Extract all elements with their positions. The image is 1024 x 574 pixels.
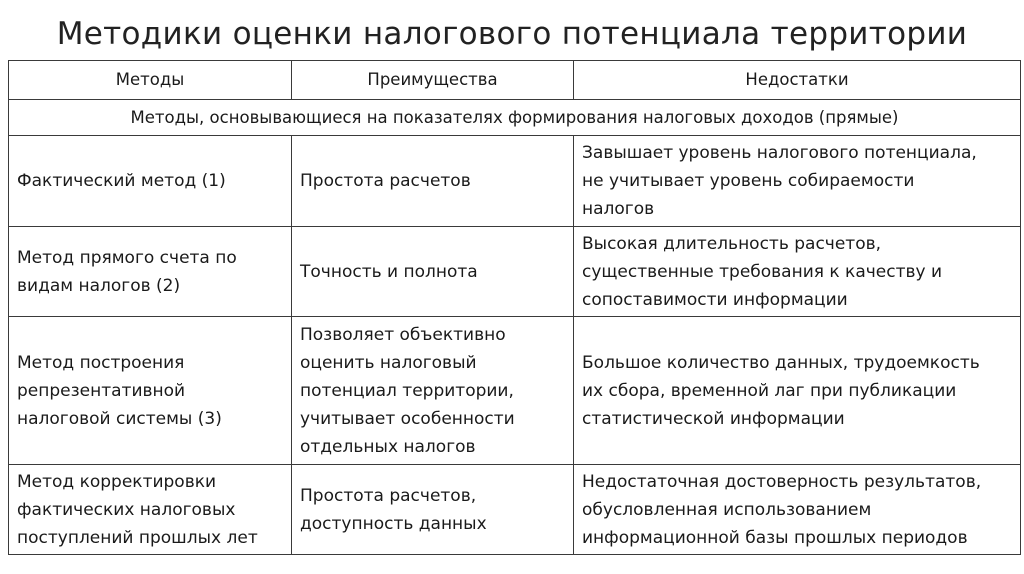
advantages-cell — [292, 136, 574, 227]
table-row — [9, 317, 1021, 465]
disadvantages-cell — [574, 317, 1021, 465]
advantages-cell — [292, 317, 574, 465]
advantages-cell — [292, 227, 574, 317]
header-methods: Методы — [9, 61, 292, 100]
slide-title: Методики оценки налогового потенциала территории — [56, 16, 968, 52]
method-cell — [9, 136, 292, 227]
disadvantages-text: Высокая длительность расчетов, существенные требования к качеству и сопоставимости информации — [582, 233, 943, 310]
method-cell — [9, 227, 292, 317]
section-label: Методы, основывающиеся на показателях формирования налоговых доходов (прямые) — [9, 100, 1021, 136]
advantages-text: Точность и полнота — [300, 261, 478, 282]
advantages-text: Простота расчетов, доступность данных — [300, 485, 487, 534]
table-row — [9, 465, 1021, 555]
method-name: Метод прямого счета по видам налогов (2) — [17, 247, 237, 296]
disadvantages-text: Завышает уровень налогового потенциала, не учитывает уровень собираемости налогов — [582, 143, 977, 219]
methods-comparison-table — [8, 60, 1021, 555]
section-row-direct-methods — [9, 100, 1021, 136]
disadvantages-text: Недостаточная достоверность результатов, обусловленная использованием информационной базы прошлых периодов — [582, 471, 982, 548]
table-row — [9, 227, 1021, 317]
advantages-text: Простота расчетов — [300, 171, 471, 191]
method-cell — [9, 317, 292, 465]
disadvantages-cell — [574, 465, 1021, 555]
header-disadvantages: Недостатки — [574, 61, 1021, 100]
advantages-text: Позволяет объективно оценить налоговый потенциал территории, учитывает особенности отдельных налогов — [300, 324, 515, 457]
table-header-row — [9, 61, 1021, 100]
header-advantages: Преимущества — [292, 61, 574, 100]
advantages-cell — [292, 465, 574, 555]
table-row — [9, 136, 1021, 227]
disadvantages-cell — [574, 227, 1021, 317]
disadvantages-text: Большое количество данных, трудоемкость их сбора, временной лаг при публикации статистической информации — [582, 352, 980, 429]
disadvantages-cell — [574, 136, 1021, 227]
method-cell — [9, 465, 292, 555]
method-name: Метод корректировки фактических налоговых поступлений прошлых лет — [17, 471, 258, 548]
method-name: Метод построения репрезентативной налоговой системы (3) — [17, 352, 222, 429]
method-name: Фактический метод (1) — [17, 171, 226, 191]
